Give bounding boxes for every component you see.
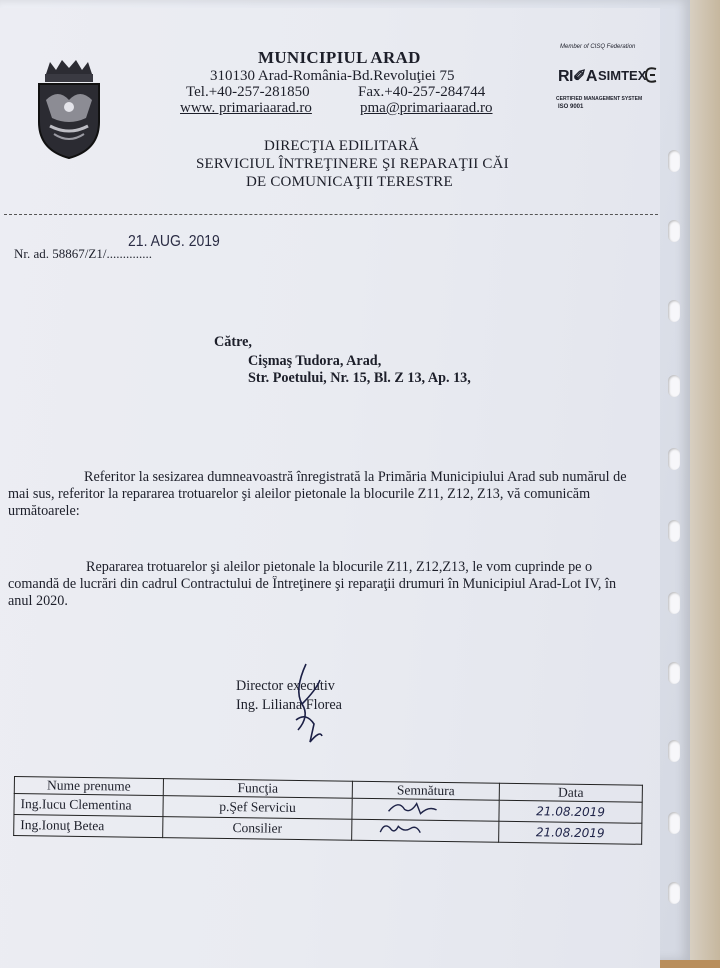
punch-hole <box>668 882 680 904</box>
institution-fax: Fax.+40-257-284744 <box>358 84 486 100</box>
row-date: 21.08.2019 <box>499 821 642 844</box>
punch-hole <box>668 812 680 834</box>
institution-website-link[interactable]: www. primariaarad.ro <box>180 100 312 116</box>
recipient-name: Cişmaş Tudora, Arad, <box>248 353 382 369</box>
arad-coat-of-arms-icon <box>36 60 102 160</box>
column-header-date: Data <box>499 783 642 802</box>
row-signature-cell <box>352 819 499 842</box>
row-name: Ing.Iucu Clementina <box>14 794 163 817</box>
header-divider <box>4 214 658 215</box>
punch-hole <box>668 150 680 172</box>
institution-name: MUNICIPIUL ARAD <box>258 48 421 67</box>
department-service-line1: SERVICIUL ÎNTREŢINERE ŞI REPARAŢII CĂI <box>196 156 509 172</box>
department-name: DIRECŢIA EDILITARĂ <box>264 138 420 154</box>
signature-icon <box>358 799 468 817</box>
body-paragraph-1-line-2: mai sus, referitor la repararea trotuarelor şi aleilor pietonale la blocurile Z11, Z12, Z13, vă comunicăm <box>8 486 591 502</box>
approval-table <box>13 776 643 845</box>
punch-hole <box>668 740 680 762</box>
recipient-salutation: Către, <box>214 334 252 350</box>
director-signature-icon <box>276 660 346 750</box>
punch-hole <box>668 375 680 397</box>
signatory-title: Director executiv <box>236 678 335 694</box>
certification-logo: Member of CISQ Federation RI✐A SIMTEX CERTIFIED MANAGEMENT SYSTEM ISO 9001 <box>556 44 660 124</box>
row-name: Ing.Ionuţ Betea <box>14 815 163 838</box>
certification-mark-icon <box>644 66 658 84</box>
body-paragraph-2-line-1: Repararea trotuarelor şi aleilor pietonale la blocurile Z11, Z12,Z13, le vom cuprinde pe o <box>86 559 593 575</box>
body-paragraph-2-line-2: comandă de lucrări din cadrul Contractului de Întreţinere şi reparaţii drumuri în Municipiul Arad-Lot IV, în <box>8 576 617 592</box>
row-signature-cell <box>352 798 499 821</box>
punch-hole <box>668 662 680 684</box>
body-paragraph-1-line-3: următoarele: <box>8 503 80 519</box>
institution-address: 310130 Arad-România-Bd.Revoluţiei 75 <box>210 68 455 84</box>
body-paragraph-1-line-1: Referitor la sesizarea dumneavoastră înregistrată la Primăria Municipiului Arad sub numărul de <box>84 469 627 485</box>
recipient-address: Str. Poetului, Nr. 15, Bl. Z 13, Ap. 13, <box>248 370 471 386</box>
row-role: Consilier <box>163 817 352 841</box>
punch-hole <box>668 448 680 470</box>
institution-email-link[interactable]: pma@primariaarad.ro <box>360 100 493 116</box>
body-paragraph-2-line-3: anul 2020. <box>8 593 68 609</box>
department-service-line2: DE COMUNICAŢII TERESTRE <box>246 174 453 190</box>
reference-number: Nr. ad. 58867/Z1/.............. <box>14 246 152 261</box>
signature-icon <box>358 820 468 838</box>
punch-hole <box>668 520 680 542</box>
institution-phone: Tel.+40-257-281850 <box>186 84 310 100</box>
column-header-name: Nume prenume <box>14 777 163 796</box>
column-header-signature: Semnătura <box>352 781 499 800</box>
date-stamp: 21. AUG. 2019 <box>128 230 220 250</box>
punch-hole <box>668 592 680 614</box>
punch-hole <box>668 300 680 322</box>
column-header-role: Funcţia <box>163 779 352 799</box>
row-role: p.Şef Serviciu <box>163 796 352 820</box>
signatory-name: Ing. Liliana Florea <box>236 697 342 713</box>
punch-hole <box>668 220 680 242</box>
row-date: 21.08.2019 <box>499 800 642 823</box>
